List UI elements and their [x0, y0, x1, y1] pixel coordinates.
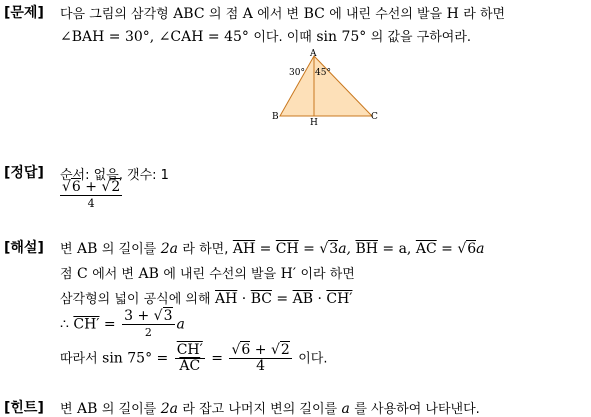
vertex-h-label: H	[310, 118, 318, 128]
answer-meta: 순서: 없음, 갯수: 1	[60, 168, 169, 183]
problem-line-1: 다음 그림의 삼각형 ABC 의 점 A 에서 변 BC 에 내린 수선의 발을 H 라 하면	[60, 6, 506, 22]
solution-label: [해설]	[4, 240, 44, 256]
angle-45-label: 45°	[315, 68, 331, 78]
triangle-figure	[265, 48, 385, 128]
solution-line-4: ∴ CH′ = $\frac{3 + √3}{2}$ a	[60, 308, 185, 339]
hint-text: 변 AB 의 길이를 2a 라 잡고 나머지 변의 길이를 a 를 사용하여 나타낸다.	[60, 401, 480, 417]
solution-line-2: 점 C 에서 변 AB 에 내린 수선의 발을 H′ 이라 하면	[60, 266, 355, 282]
vertex-a-label: A	[310, 49, 317, 59]
problem-label: [문제]	[4, 5, 44, 21]
solution-line-5: 따라서 sin 75° = $\frac{CH'}{AC}$ = $\frac{√6 + √2}{4}$ 이다.	[60, 342, 328, 374]
triangle-shape	[280, 56, 372, 116]
answer-label: [정답]	[4, 165, 44, 181]
solution-line-3: 삼각형의 넓이 공식에 의해 $\overline{AH} \cdot \overline{BC} = \overline{AB} \cdot CH'$	[60, 291, 353, 307]
answer-fraction: $\frac{√6 + √2}{4}$	[62, 179, 121, 210]
vertex-c-label: C	[371, 112, 378, 122]
solution-line-1: 변 AB 의 길이를 2a 라 하면, $\overline{AH} = \overline{CH} = √3a$, $\overline{BH} = a$, $\overline{AC} = √6a$	[60, 241, 485, 257]
hint-label: [힌트]	[4, 400, 44, 416]
problem-line-2: ∠BAH = 30°, ∠CAH = 45° 이다. 이때 sin 75° 의 값을 구하여라.	[60, 29, 472, 45]
angle-30-label: 30°	[289, 68, 305, 78]
vertex-b-label: B	[272, 112, 279, 122]
